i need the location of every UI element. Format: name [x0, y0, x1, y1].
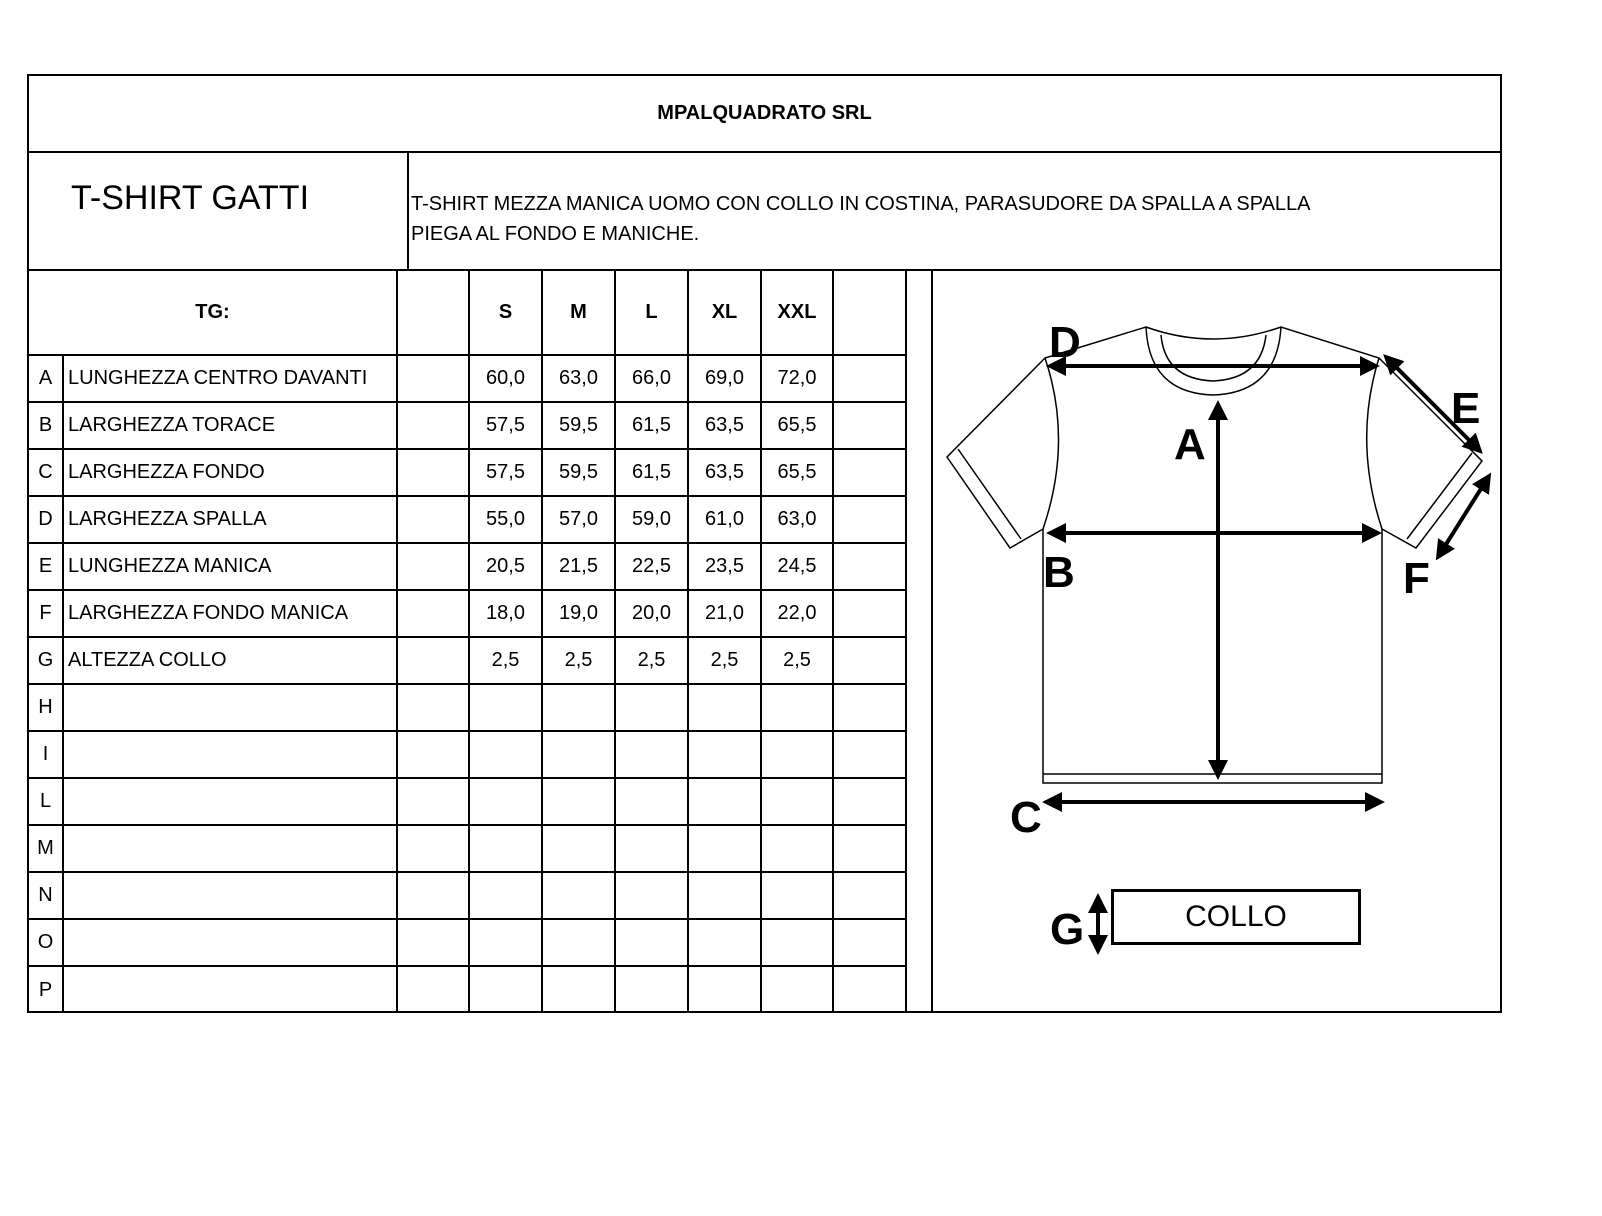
blank-cell: [833, 778, 906, 825]
measure-value: 72,0: [761, 355, 833, 402]
measure-value: 22,5: [615, 543, 688, 590]
table-row: [29, 402, 906, 449]
table-row: [29, 825, 906, 872]
measure-value: [761, 872, 833, 919]
row-label: LARGHEZZA FONDO MANICA: [63, 590, 397, 637]
label-d: D: [1049, 318, 1081, 367]
row-label: LUNGHEZZA MANICA: [63, 543, 397, 590]
row-letter: I: [29, 731, 63, 778]
row-label: [63, 919, 397, 966]
measure-value: 63,0: [542, 355, 615, 402]
product-description-line: PIEGA AL FONDO E MANICHE.: [411, 223, 700, 245]
blank-cell: [397, 449, 469, 496]
product-description-line: T-SHIRT MEZZA MANICA UOMO CON COLLO IN COSTINA, PARASUDORE DA SPALLA A SPALLA: [411, 193, 1311, 215]
blank-cell: [833, 825, 906, 872]
row-letter: N: [29, 872, 63, 919]
blank-cell: [397, 355, 469, 402]
label-f: F: [1403, 554, 1430, 603]
measure-value: 21,0: [688, 590, 761, 637]
label-g: G: [1050, 905, 1085, 954]
blank-cell: [397, 590, 469, 637]
blank-cell: [397, 684, 469, 731]
blank-cell: [397, 966, 469, 1013]
row-letter: P: [29, 966, 63, 1013]
measure-value: 61,0: [688, 496, 761, 543]
blank-cell: [833, 543, 906, 590]
measure-value: 57,0: [542, 496, 615, 543]
row-label: [63, 778, 397, 825]
product-name: T-SHIRT GATTI: [29, 153, 409, 269]
row-letter: A: [29, 355, 63, 402]
row-letter: D: [29, 496, 63, 543]
measure-value: [469, 919, 542, 966]
measure-value: [615, 919, 688, 966]
row-letter: F: [29, 590, 63, 637]
measure-value: 61,5: [615, 449, 688, 496]
measure-value: 2,5: [688, 637, 761, 684]
measure-value: 57,5: [469, 402, 542, 449]
measure-value: 59,5: [542, 402, 615, 449]
measure-value: 22,0: [761, 590, 833, 637]
collo-box: COLLO: [1111, 889, 1361, 945]
measure-value: 65,5: [761, 402, 833, 449]
row-label: ALTEZZA COLLO: [63, 637, 397, 684]
measure-value: [761, 825, 833, 872]
row-label: [63, 825, 397, 872]
measure-value: [542, 872, 615, 919]
blank-cell: [833, 637, 906, 684]
measure-value: 2,5: [542, 637, 615, 684]
measure-value: [615, 825, 688, 872]
measure-value: [615, 872, 688, 919]
size-header-xxl: XXL: [761, 271, 833, 355]
measure-value: 59,0: [615, 496, 688, 543]
tshirt-diagram: [931, 271, 1500, 1011]
table-row: [29, 637, 906, 684]
size-table: [29, 271, 907, 1013]
blank-cell: [397, 919, 469, 966]
measure-value: [688, 966, 761, 1013]
row-letter: O: [29, 919, 63, 966]
measure-value: 63,0: [761, 496, 833, 543]
row-label: LARGHEZZA SPALLA: [63, 496, 397, 543]
row-label: [63, 731, 397, 778]
blank-cell: [833, 872, 906, 919]
measure-value: [469, 684, 542, 731]
measure-value: [688, 919, 761, 966]
blank-cell: [397, 543, 469, 590]
blank-cell: [833, 966, 906, 1013]
measure-value: [615, 778, 688, 825]
measure-value: [688, 825, 761, 872]
size-header-xl: XL: [688, 271, 761, 355]
measure-value: 24,5: [761, 543, 833, 590]
measure-value: [542, 731, 615, 778]
measure-value: 55,0: [469, 496, 542, 543]
company-header: [29, 76, 1500, 153]
measure-value: [615, 684, 688, 731]
measure-value: [469, 825, 542, 872]
measure-value: [542, 684, 615, 731]
measure-value: [469, 872, 542, 919]
table-row: [29, 449, 906, 496]
table-row: [29, 355, 906, 402]
measure-value: 69,0: [688, 355, 761, 402]
blank-header-cell: [833, 271, 906, 355]
measure-value: [761, 778, 833, 825]
measure-value: 65,5: [761, 449, 833, 496]
measure-value: [688, 684, 761, 731]
row-label: LARGHEZZA TORACE: [63, 402, 397, 449]
table-row: [29, 496, 906, 543]
measure-value: [761, 731, 833, 778]
measure-value: 20,0: [615, 590, 688, 637]
measure-value: 57,5: [469, 449, 542, 496]
measure-value: [688, 872, 761, 919]
measure-value: [688, 731, 761, 778]
measure-value: 61,5: [615, 402, 688, 449]
size-header-m: M: [542, 271, 615, 355]
measure-value: [542, 778, 615, 825]
measure-value: 23,5: [688, 543, 761, 590]
blank-cell: [397, 496, 469, 543]
product-description: [411, 189, 1311, 249]
measure-value: 19,0: [542, 590, 615, 637]
row-label: [63, 966, 397, 1013]
blank-header-cell: [397, 271, 469, 355]
label-c: C: [1010, 793, 1042, 842]
measure-value: [469, 778, 542, 825]
blank-cell: [397, 731, 469, 778]
measure-value: 60,0: [469, 355, 542, 402]
measure-value: 63,5: [688, 402, 761, 449]
size-header-l: L: [615, 271, 688, 355]
size-chart-sheet: [27, 74, 1502, 1013]
measure-value: [615, 731, 688, 778]
label-e: E: [1451, 384, 1481, 433]
measure-value: 63,5: [688, 449, 761, 496]
measure-value: 18,0: [469, 590, 542, 637]
table-row: [29, 543, 906, 590]
row-letter: B: [29, 402, 63, 449]
measure-value: [542, 966, 615, 1013]
measure-value: 59,5: [542, 449, 615, 496]
label-a: A: [1174, 420, 1206, 469]
measure-value: [761, 684, 833, 731]
row-letter: L: [29, 778, 63, 825]
size-header-s: S: [469, 271, 542, 355]
blank-cell: [833, 590, 906, 637]
row-letter: H: [29, 684, 63, 731]
table-row: [29, 778, 906, 825]
row-label: [63, 684, 397, 731]
row-letter: C: [29, 449, 63, 496]
measure-value: 2,5: [761, 637, 833, 684]
measure-value: [688, 778, 761, 825]
blank-cell: [833, 919, 906, 966]
measure-value: [469, 731, 542, 778]
measure-value: 2,5: [615, 637, 688, 684]
measure-value: 66,0: [615, 355, 688, 402]
blank-cell: [397, 402, 469, 449]
blank-cell: [397, 778, 469, 825]
product-header: [29, 153, 1500, 271]
row-label: LARGHEZZA FONDO: [63, 449, 397, 496]
blank-cell: [397, 872, 469, 919]
measure-value: 2,5: [469, 637, 542, 684]
table-row: [29, 919, 906, 966]
tg-label: TG:: [29, 271, 397, 355]
blank-cell: [833, 731, 906, 778]
table-header-row: [29, 271, 906, 355]
measure-value: [761, 966, 833, 1013]
table-row: [29, 731, 906, 778]
blank-cell: [833, 496, 906, 543]
label-b: B: [1043, 548, 1075, 597]
row-label: LUNGHEZZA CENTRO DAVANTI: [63, 355, 397, 402]
row-letter: G: [29, 637, 63, 684]
measure-value: [542, 825, 615, 872]
table-row: [29, 684, 906, 731]
blank-cell: [397, 637, 469, 684]
measure-value: 21,5: [542, 543, 615, 590]
blank-cell: [833, 684, 906, 731]
row-letter: E: [29, 543, 63, 590]
row-letter: M: [29, 825, 63, 872]
blank-cell: [833, 402, 906, 449]
measure-value: [469, 966, 542, 1013]
measure-value: [615, 966, 688, 1013]
row-label: [63, 872, 397, 919]
blank-cell: [397, 825, 469, 872]
tshirt-outline: [947, 327, 1482, 783]
blank-cell: [833, 355, 906, 402]
measure-value: [542, 919, 615, 966]
measure-value: 20,5: [469, 543, 542, 590]
company-name: MPALQUADRATO SRL: [657, 102, 872, 124]
measure-value: [761, 919, 833, 966]
table-row: [29, 966, 906, 1013]
table-row: [29, 590, 906, 637]
table-row: [29, 872, 906, 919]
blank-cell: [833, 449, 906, 496]
